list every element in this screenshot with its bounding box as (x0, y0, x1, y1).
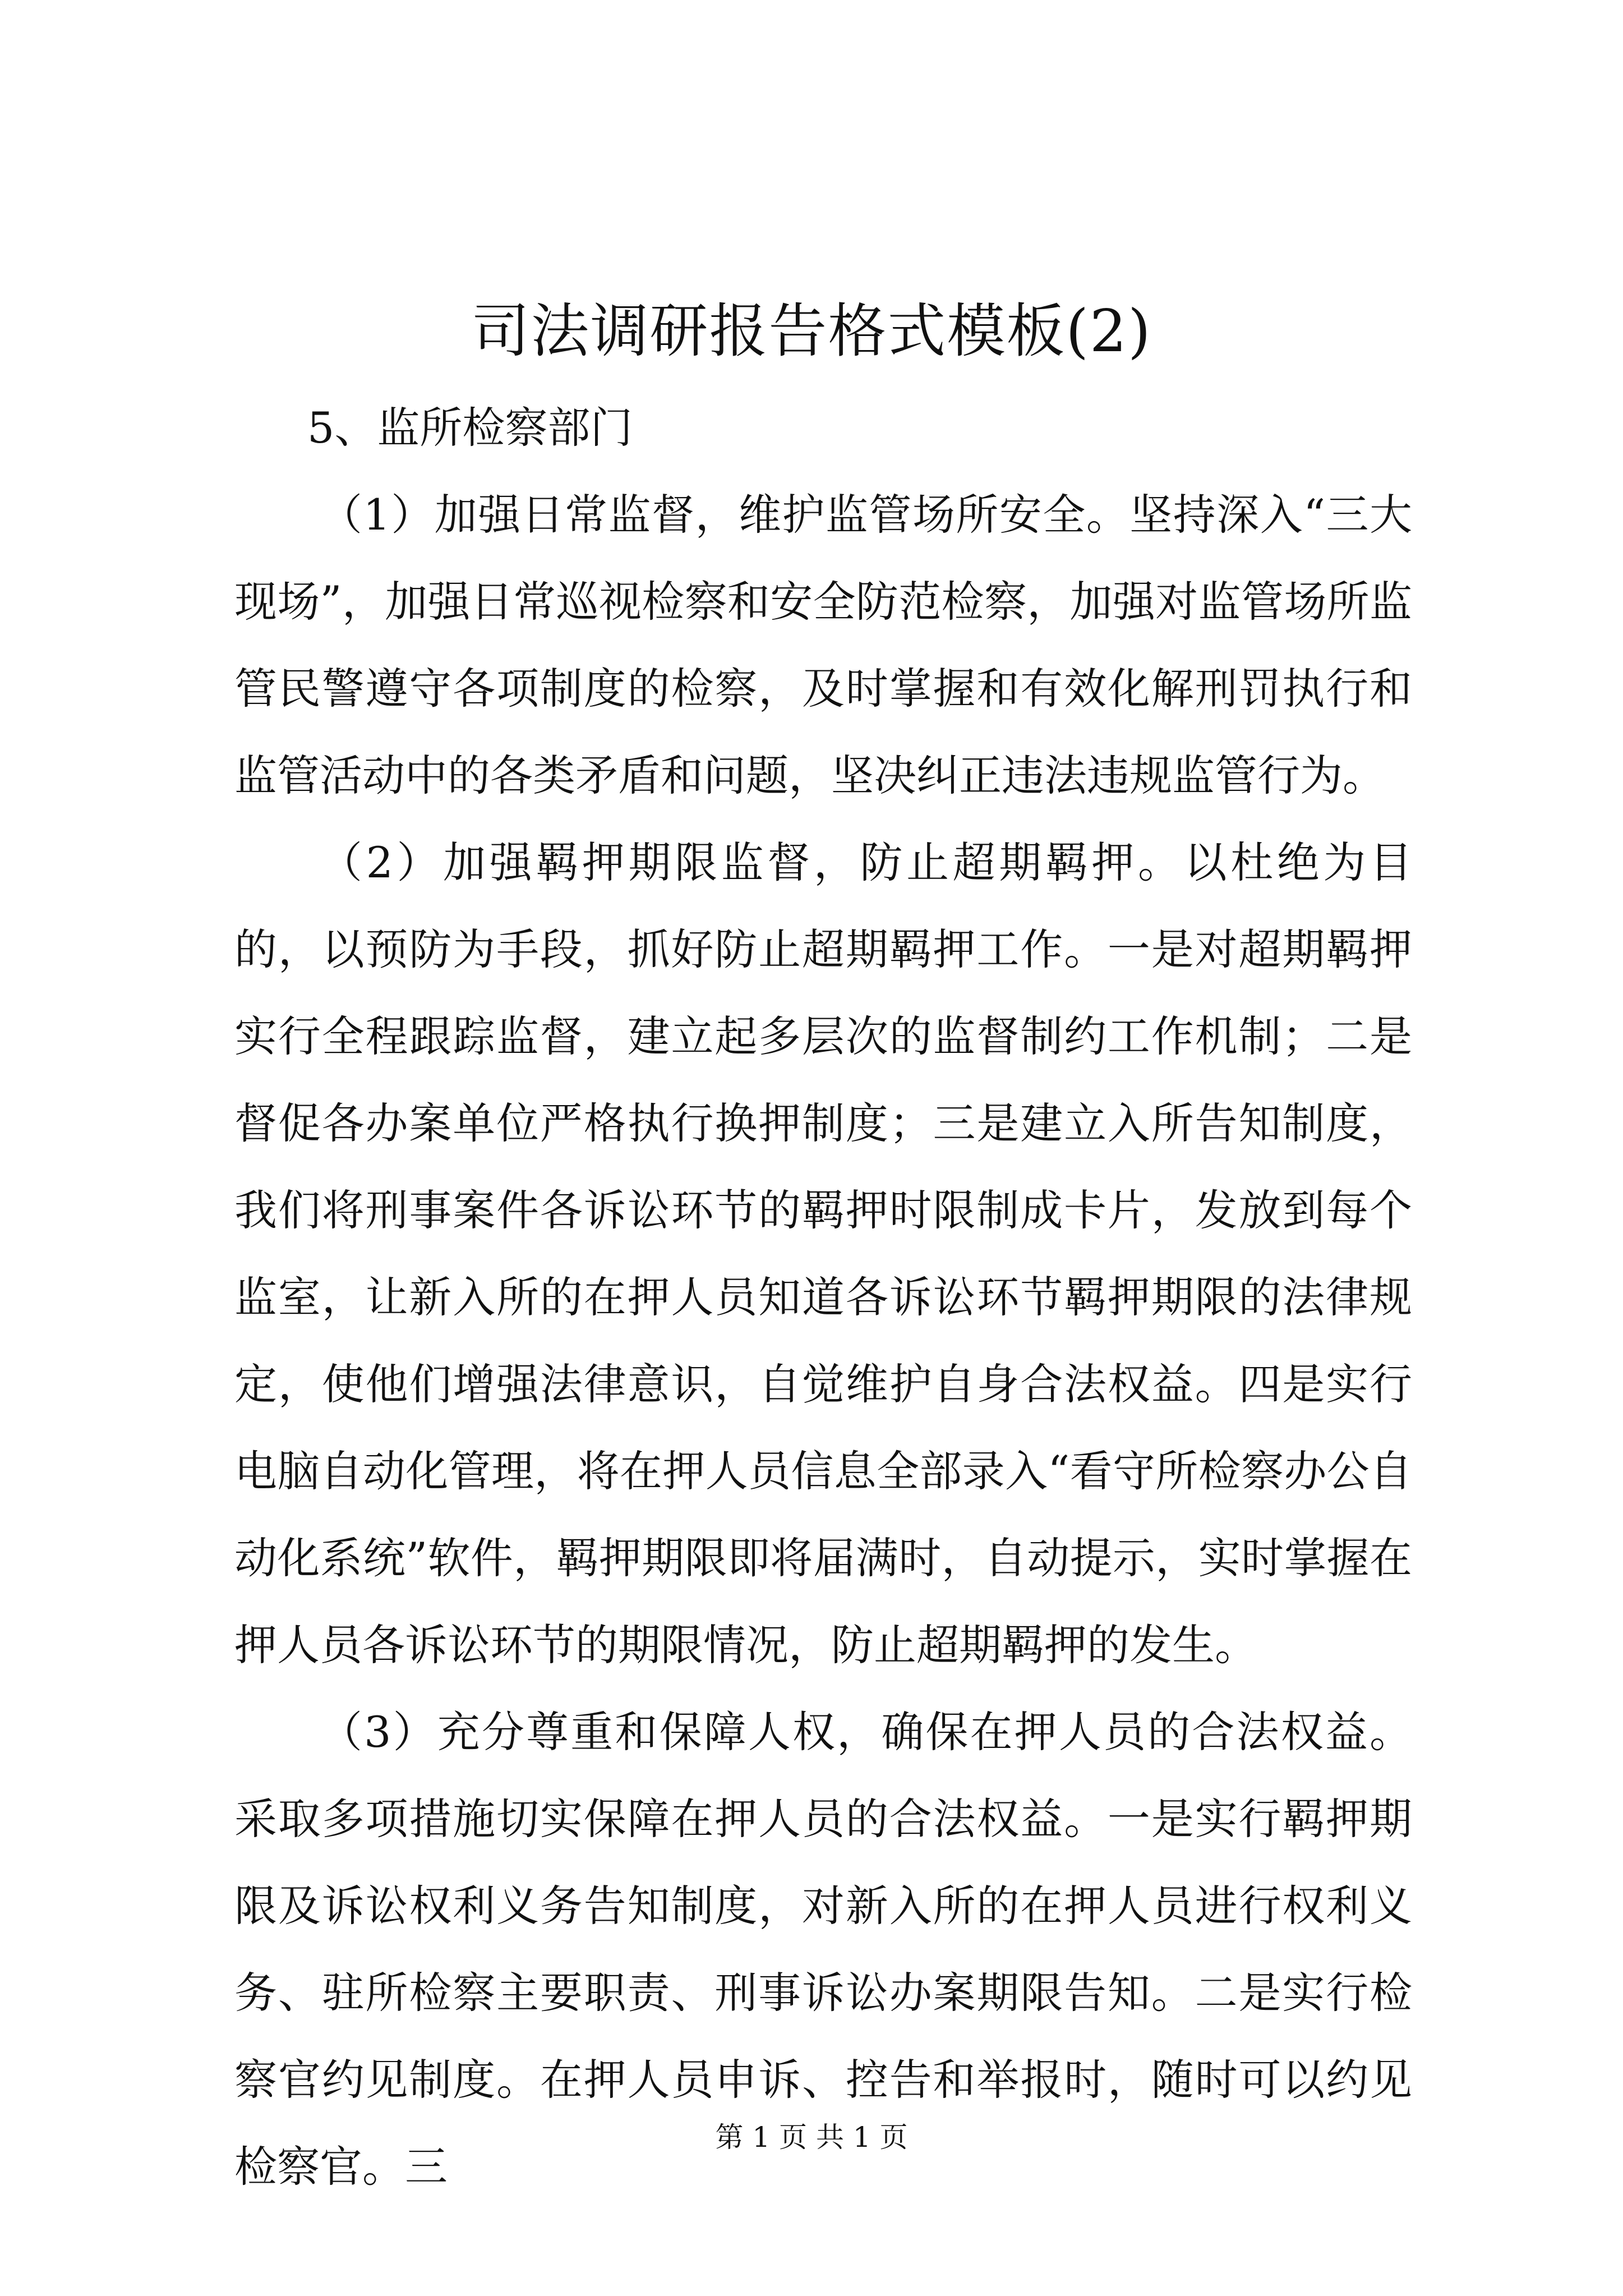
document-body (234, 384, 1412, 2210)
paragraph-2: （2）加强羁押期限监督，防止超期羁押。以杜绝为目的，以预防为手段，抓好防止超期羁押工作。一是对超期羁押实行全程跟踪监督，建立起多层次的监督制约工作机制；二是督促各办案单位严格执行换押制度；三是建立入所告知制度，我们将刑事案件各诉讼环节的羁押时限制成卡片，发放到每个监室，让新入所的在押人员知道各诉讼环节羁押期限的法律规定，使他们增强法律意识，自觉维护自身合法权益。四是实行电脑自动化管理，将在押人员信息全部录入“看守所检察办公自动化系统”软件，羁押期限即将届满时，自动提示，实时掌握在押人员各诉讼环节的期限情况，防止超期羁押的发生。 (234, 838, 1412, 1670)
document-title: 司法调研报告格式模板(2) (471, 297, 1152, 365)
paragraph-3: （3）充分尊重和保障人权，确保在押人员的合法权益。采取多项措施切实保障在押人员的合法权益。一是实行羁押期限及诉讼权利义务告知制度，对新入所的在押人员进行权利义务、驻所检察主要职责、刑事诉讼办案期限告知。二是实行检察官约见制度。在押人员申诉、控告和举报时，随时可以约见检察官。三 (234, 1707, 1412, 2192)
paragraph-1: （1）加强日常监督，维护监管场所安全。坚持深入“三大现场”，加强日常巡视检察和安全防范检察，加强对监管场所监管民警遵守各项制度的检察，及时掌握和有效化解刑罚执行和监管活动中的各类矛盾和问题，坚决纠正违法违规监管行为。 (234, 490, 1412, 800)
page-footer: 第 1 页 共 1 页 (715, 2121, 908, 2154)
section-heading: 5、监所检察部门 (307, 403, 633, 453)
